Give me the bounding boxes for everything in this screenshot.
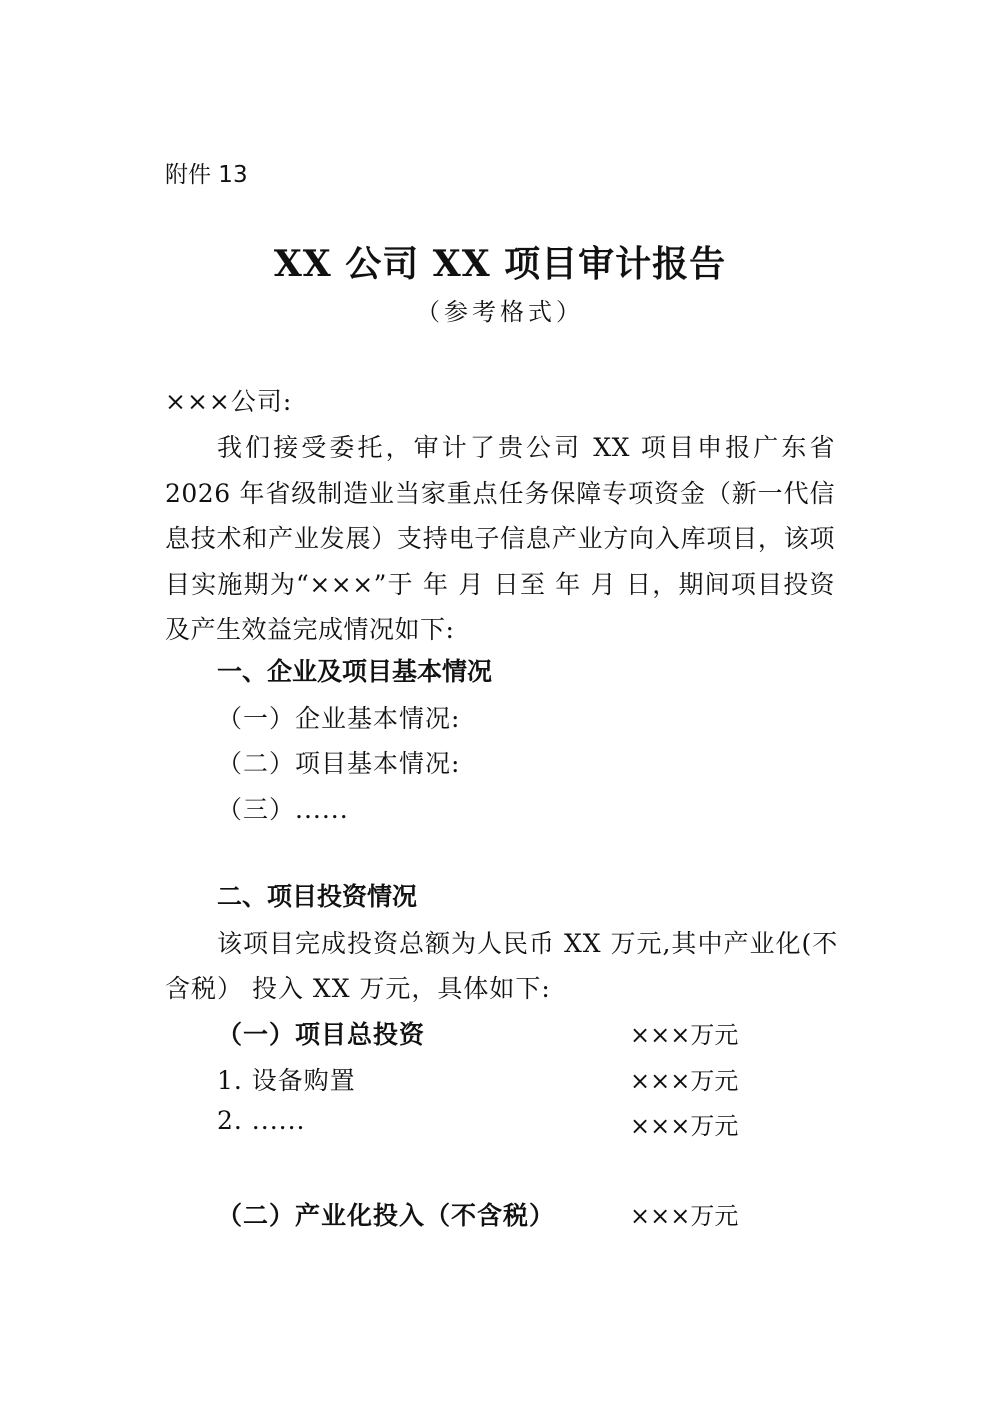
attachment-label: 附件 13 [165,162,248,188]
investment-row-label: 1. 设备购置 [217,1066,356,1095]
section2-heading: 二、项目投资情况 [217,882,418,911]
section1-item-3: （三）...... [217,795,349,824]
investment-row-amount: ×××万元 [630,1021,739,1049]
section1-item-2: （二）项目基本情况: [217,749,461,778]
investment-row-label: （一）项目总投资 [217,1020,426,1049]
report-subtitle: （参考格式） [416,298,584,326]
investment-row-amount: ×××万元 [630,1112,739,1140]
investment-row-amount: ×××万元 [630,1202,739,1230]
investment-row-label: （二）产业化投入（不含税） [217,1201,556,1230]
investment-row-label: 2. ...... [217,1106,306,1135]
section1-heading: 一、企业及项目基本情况 [217,657,493,686]
intro-paragraph: 我们接受委托，审计了贵公司 XX 项目申报广东省 2026 年省级制造业当家重点任务保障专项资金（新一代信息技术和产业发展）支持电子信息产业方向入库项目，该项目实施期为“×××”于 年 月 日至 年 月 日，期间项目投资及产生效益完成情况如下: [165,433,835,644]
report-title: XX 公司 XX 项目审计报告 [273,243,727,285]
salutation: ×××公司: [165,387,293,416]
section2-para-line1: 该项目完成投资总额为人民币 XX 万元,其中产业化(不 [217,929,839,958]
investment-row-amount: ×××万元 [630,1067,739,1095]
section1-item-1: （一）企业基本情况: [217,704,461,733]
section2-para-line2: 含税） 投入 XX 万元，具体如下: [165,974,551,1003]
